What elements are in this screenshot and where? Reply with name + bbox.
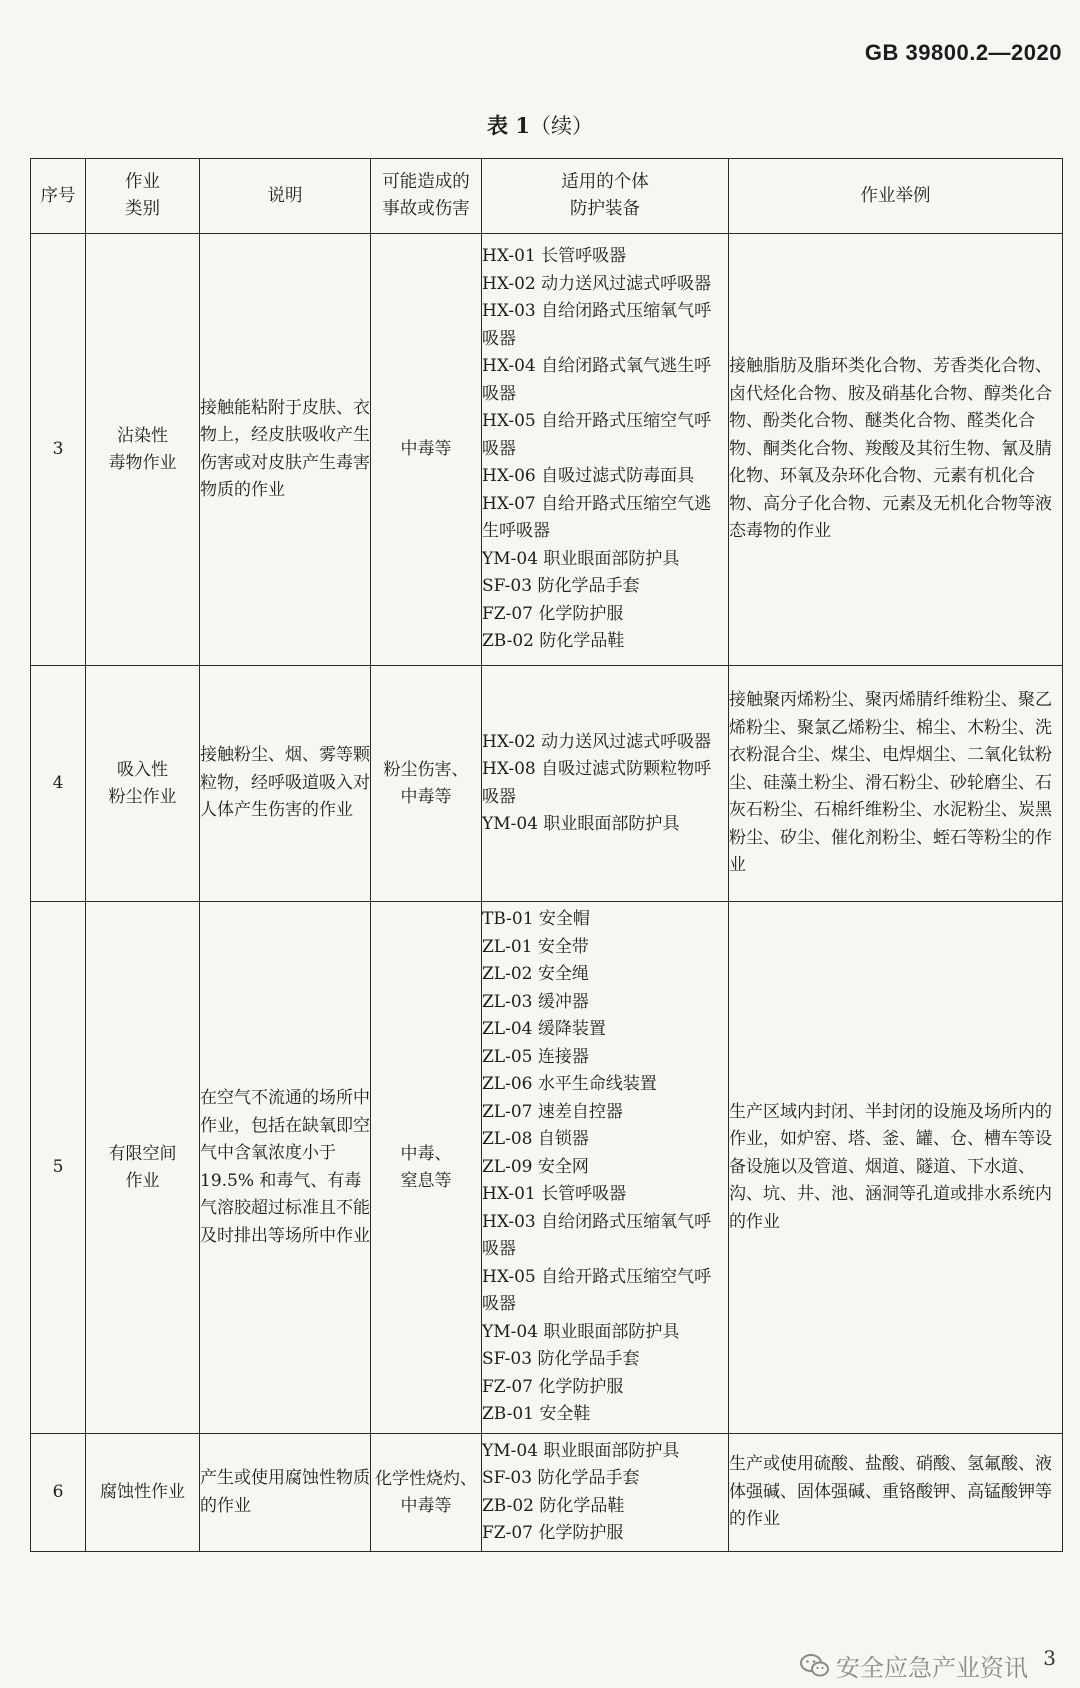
ppe-item: FZ-07 化学防护服 bbox=[482, 603, 624, 624]
row-harm: 中毒等 bbox=[371, 234, 482, 666]
ppe-item: SF-03 防化学品手套 bbox=[482, 576, 640, 597]
ppe-item: ZB-02 防化学品鞋 bbox=[482, 1495, 625, 1516]
row-ppe bbox=[482, 902, 729, 1434]
row-number: 5 bbox=[31, 902, 86, 1434]
ppe-item: HX-01 长管呼吸器 bbox=[482, 246, 627, 267]
table-row bbox=[31, 1434, 1063, 1552]
ppe-item: FZ-07 化学防护服 bbox=[482, 1376, 624, 1397]
ppe-item: HX-05 自给开路式压缩空气呼吸器 bbox=[482, 1266, 712, 1315]
row-examples: 生产或使用硫酸、盐酸、硝酸、氢氟酸、液体强碱、固体强碱、重铬酸钾、高锰酸钾等的作业 bbox=[729, 1434, 1063, 1552]
ppe-item: ZL-03 缓冲器 bbox=[482, 991, 589, 1012]
ppe-item: HX-01 长管呼吸器 bbox=[482, 1184, 627, 1205]
row-category: 吸入性 粉尘作业 bbox=[86, 666, 200, 902]
ppe-item: HX-08 自吸过滤式防颗粒物呼吸器 bbox=[482, 759, 712, 807]
row-harm: 粉尘伤害、 中毒等 bbox=[371, 666, 482, 902]
ppe-item: ZL-01 安全带 bbox=[482, 936, 589, 957]
ppe-item: HX-06 自吸过滤式防毒面具 bbox=[482, 466, 695, 487]
table-title bbox=[0, 110, 1080, 140]
row-ppe bbox=[482, 1434, 729, 1552]
row-examples: 接触聚丙烯粉尘、聚丙烯腈纤维粉尘、聚乙烯粉尘、聚氯乙烯粉尘、棉尘、木粉尘、洗衣粉混合尘、煤尘、电焊烟尘、二氧化钛粉尘、硅藻土粉尘、滑石粉尘、砂轮磨尘、石灰石粉尘、石棉纤维粉尘、水泥粉尘、炭黑粉尘、矽尘、催化剂粉尘、蛭石等粉尘的作业 bbox=[729, 666, 1063, 902]
standard-code: GB 39800.2—2020 bbox=[864, 40, 1062, 65]
row-harm: 中毒、 窒息等 bbox=[371, 902, 482, 1434]
ppe-item: HX-03 自给闭路式压缩氧气呼吸器 bbox=[482, 1211, 712, 1260]
ppe-item: ZB-01 安全鞋 bbox=[482, 1404, 591, 1425]
ppe-item: ZL-02 安全绳 bbox=[482, 964, 589, 985]
ppe-item: ZL-04 缓降装置 bbox=[482, 1019, 606, 1040]
ppe-item: HX-02 动力送风过滤式呼吸器 bbox=[482, 731, 712, 752]
ppe-item: ZL-08 自锁器 bbox=[482, 1129, 589, 1150]
row-description: 产生或使用腐蚀性物质的作业 bbox=[200, 1434, 371, 1552]
ppe-item: YM-04 职业眼面部防护具 bbox=[482, 1321, 680, 1342]
ppe-item: TB-01 安全帽 bbox=[482, 909, 590, 930]
table-row bbox=[31, 666, 1063, 902]
ppe-item: HX-02 动力送风过滤式呼吸器 bbox=[482, 273, 712, 294]
table-title-suffix: （续） bbox=[529, 114, 593, 138]
col-header-ppe: 适用的个体 防护装备 bbox=[482, 159, 729, 234]
ppe-item: FZ-07 化学防护服 bbox=[482, 1523, 624, 1543]
col-header-harm: 可能造成的 事故或伤害 bbox=[371, 159, 482, 234]
table-title-main: 表 1 bbox=[487, 113, 530, 138]
watermark bbox=[800, 1648, 1028, 1683]
ppe-item: HX-05 自给开路式压缩空气呼吸器 bbox=[482, 411, 712, 459]
row-number: 3 bbox=[31, 234, 86, 666]
row-harm: 化学性烧灼、 中毒等 bbox=[371, 1434, 482, 1552]
ppe-item: SF-03 防化学品手套 bbox=[482, 1349, 640, 1370]
col-header-description: 说明 bbox=[200, 159, 371, 234]
row-category: 沾染性 毒物作业 bbox=[86, 234, 200, 666]
row-ppe bbox=[482, 234, 729, 666]
row-category: 有限空间 作业 bbox=[86, 902, 200, 1434]
wechat-icon bbox=[800, 1653, 830, 1679]
row-category: 腐蚀性作业 bbox=[86, 1434, 200, 1552]
table-row bbox=[31, 902, 1063, 1434]
table-header-row bbox=[31, 159, 1063, 234]
table-row bbox=[31, 234, 1063, 666]
col-header-examples: 作业举例 bbox=[729, 159, 1063, 234]
ppe-item: HX-07 自给开路式压缩空气逃生呼吸器 bbox=[482, 493, 712, 542]
page-number: 3 bbox=[1043, 1646, 1056, 1670]
row-description: 接触粉尘、烟、雾等颗粒物，经呼吸道吸入对人体产生伤害的作业 bbox=[200, 666, 371, 902]
ppe-item: SF-03 防化学品手套 bbox=[482, 1468, 640, 1488]
row-examples: 接触脂肪及脂环类化合物、芳香类化合物、卤代烃化合物、胺及硝基化合物、醇类化合物、酚类化合物、醚类化合物、醛类化合物、酮类化合物、羧酸及其衍生物、氰及腈化物、环氧及杂环化合物、元素有机化合物、高分子化合物、元素及无机化合物等液态毒物的作业 bbox=[729, 234, 1063, 666]
ppe-item: YM-04 职业眼面部防护具 bbox=[482, 814, 680, 834]
col-header-no: 序号 bbox=[31, 159, 86, 234]
ppe-item: HX-03 自给闭路式压缩氧气呼吸器 bbox=[482, 301, 712, 349]
watermark-text: 安全应急产业资讯 bbox=[836, 1654, 1028, 1682]
ppe-item: YM-04 职业眼面部防护具 bbox=[482, 1440, 680, 1461]
col-header-category: 作业 类别 bbox=[86, 159, 200, 234]
ppe-table bbox=[30, 158, 1063, 1552]
ppe-item: ZB-02 防化学品鞋 bbox=[482, 631, 625, 652]
ppe-item: ZL-07 速差自控器 bbox=[482, 1101, 623, 1122]
row-description: 接触能粘附于皮肤、衣物上，经皮肤吸收产生伤害或对皮肤产生毒害物质的作业 bbox=[200, 234, 371, 666]
ppe-item: YM-04 职业眼面部防护具 bbox=[482, 548, 680, 569]
row-description: 在空气不流通的场所中作业，包括在缺氧即空气中含氧浓度小于 19.5% 和毒气、有毒气溶胶超过标准且不能及时排出等场所中作业 bbox=[200, 902, 371, 1434]
row-ppe bbox=[482, 666, 729, 902]
row-examples: 生产区域内封闭、半封闭的设施及场所内的作业，如炉窑、塔、釜、罐、仓、槽车等设备设施以及管道、烟道、隧道、下水道、沟、坑、井、池、涵洞等孔道或排水系统内的作业 bbox=[729, 902, 1063, 1434]
row-number: 6 bbox=[31, 1434, 86, 1552]
ppe-item: HX-04 自给闭路式氧气逃生呼吸器 bbox=[482, 356, 712, 404]
ppe-item: ZL-05 连接器 bbox=[482, 1046, 589, 1067]
ppe-item: ZL-09 安全网 bbox=[482, 1156, 589, 1177]
row-number: 4 bbox=[31, 666, 86, 902]
ppe-item: ZL-06 水平生命线装置 bbox=[482, 1074, 657, 1095]
